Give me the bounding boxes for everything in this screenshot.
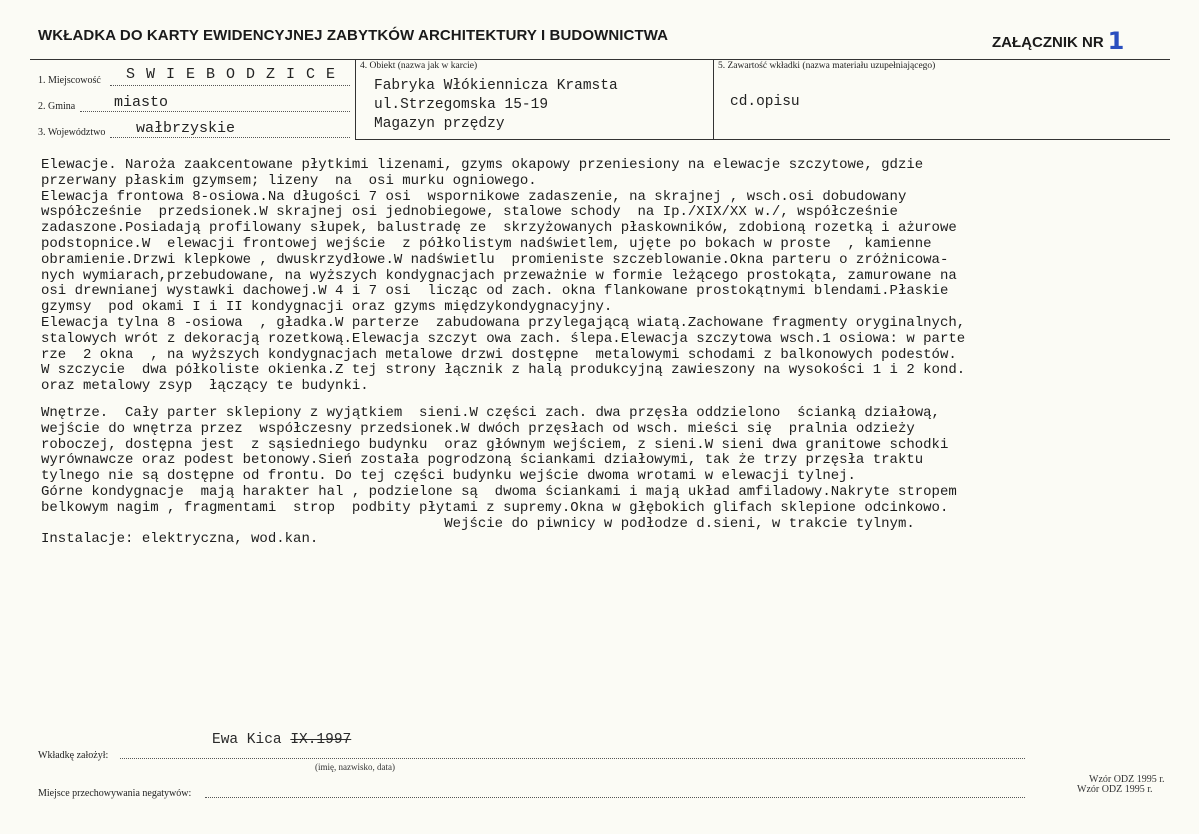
description-line: nych wymiarach,przebudowane, na wyższych kondygnacjach przeważnie w formie leżącego prostokąta, zamurowane na [41,267,957,284]
gmina-dots [80,111,350,112]
wkladke-dots [120,758,1025,759]
description-line: obramienie.Drzwi klepkowe , dwuskrzydłowe.W nadświetlu promieniste szczeblowanie.Okna parteru o zróżnicowa- [41,251,949,268]
negatywy-dots [205,797,1025,798]
description-line: zadaszone.Posiadają profilowany słupek, balustradę ze skrzyżowanych płaskowników, zdobioną rozetką i ażurowe [41,220,957,237]
wojewodztwo-value: wałbrzyskie [136,120,236,137]
description-line: przerwany płaskim gzymsem; lizeny na osi murku ogniowego. [41,172,537,189]
attachment-label [992,25,1124,53]
miejscowosc-value: S W I E B O D Z I C E [126,66,337,83]
obiekt-line-2: ul.Strzegomska 15-19 [374,97,549,113]
obiekt-label: 4. Obiekt (nazwa jak w karcie) [360,61,478,71]
negatywy-label: Miejsce przechowywania negatywów: [38,788,192,799]
form-bottom-rule [355,139,1170,140]
description-text [41,158,965,548]
miejscowosc-dots [110,85,350,86]
zawartosc-value: cd.opisu [730,94,800,110]
description-line: Elewacja frontowa 8-osiowa.Na długości 7 osi wspornikowe zadaszenie, na skrajnej , wsch.osi dobudowany [41,188,907,205]
form-divider-2 [713,59,714,140]
description-line: stalowych wrót z dekoracją rozetkową.Elewacja szczyt owa zach. ślepa.Elewacja szczytowa wsch.1 osiowa: w parte [41,330,966,347]
description-line: oraz metalowy zsyp łączący te budynki. [41,378,369,395]
description-line: wejście do wnętrza przez współczesny przedsionek.W dwóch przęsłach od wsch. mieści się pralnia odzieży [41,420,915,437]
description-line: Elewacja tylna 8 -osiowa , gładka.W parterze zabudowana przylegającą wiatą.Zachowane fragmenty oryginalnych, [41,314,966,331]
description-line: Wnętrze. Cały parter sklepiony z wyjątkiem sieni.W części zach. dwa przęsła oddzielono ścianką działową, [41,404,940,421]
gmina-value: miasto [114,94,169,111]
form-top-rule [30,59,1170,60]
description-line: Instalacje: elektryczna, wod.kan. [41,531,319,548]
zawartosc-label: 5. Zawartość wkładki (nazwa materiału uzupełniającego) [718,61,936,71]
description-line: wyrównawcze oraz podest betonowy.Sień została pogrodzoną ściankami działowymi, tak że trzy przęsła traktu [41,452,924,469]
description-line: gzymsy pod okami I i II kondygnacji oraz gzyms międzykondygnacyjny. [41,299,613,316]
form-version-1: Wzór ODZ 1995 r. [1089,774,1165,785]
description-line: belkowym nagim , fragmentami strop podbity płytami z supremy.Okna w głębokich glifach sklepione odcinkowo. [41,499,949,516]
gmina-label: 2. Gmina [38,101,76,112]
attachment-label-text: ZAŁĄCZNIK NR [992,34,1104,51]
description-line: roboczej, dostępna jest z sąsiedniego budynku oraz głównym wejściem, z sieni.W sieni dwa granitowe schodki [41,436,949,453]
description-line: współcześnie przedsionek.W skrajnej osi jednobiegowe, stalowe schody na Ip./XIX/XX w./, współcześnie [41,204,898,221]
description-line: tylnego nie są dostępne od frontu. Do tej części budynku wejście dwoma wrotami w elewacji tylnej. [41,468,856,485]
description-line: Górne kondygnacje mają harakter hal , podzielone są dwoma ściankami i mają układ amfiladowy.Nakryte stropem [41,483,957,500]
description-line: rze 2 okna , na wyższych kondygnacjach metalowe drzwi dostępne metalowymi schodami z balkonowych podestów. [41,346,957,363]
description-line: podstopnice.W elewacji frontowej wejście z półkolistym nadświetlem, ujęte po bokach w proste , kamienne [41,235,932,252]
form-title: WKŁADKA DO KARTY EWIDENCYJNEJ ZABYTKÓW ARCHITEKTURY I BUDOWNICTWA [38,27,669,44]
signature-date: IX.1997 [290,732,352,748]
wojewodztwo-dots [110,137,350,138]
attachment-number: 1 [1107,27,1125,55]
wojewodztwo-label: 3. Województwo [38,127,106,138]
description-line: osi drewnianej wystawki dachowej.W 4 i 7 osi licząc od zach. okna flankowane prostokątnymi blendami.Płaskie [41,283,949,300]
miejscowosc-label: 1. Miejscowość [38,75,101,86]
form-divider-1 [355,59,356,140]
signature-name: Ewa Kica [212,732,282,748]
obiekt-line-1: Fabryka Włókiennicza Kramsta [374,78,618,94]
description-line: W szczycie dwa półkoliste okienka.Z tej strony łącznik z halą produkcyjną zawieszony na wysokości 1 i 2 kond. [41,362,966,379]
description-line: Wejście do piwnicy w podłodze d.sieni, w trakcie tylnym. [41,515,915,532]
wkladke-label: Wkładkę założył: [38,750,109,761]
description-line: Elewacje. Naroża zaakcentowane płytkimi lizenami, gzyms okapowy przeniesiony na elewacje szczytowe, gdzie [41,157,924,173]
form-version-2: Wzór ODZ 1995 r. [1077,784,1153,795]
signature [212,732,351,748]
obiekt-line-3: Magazyn przędzy [374,116,505,132]
signature-caption: (imię, nazwisko, data) [315,762,395,772]
